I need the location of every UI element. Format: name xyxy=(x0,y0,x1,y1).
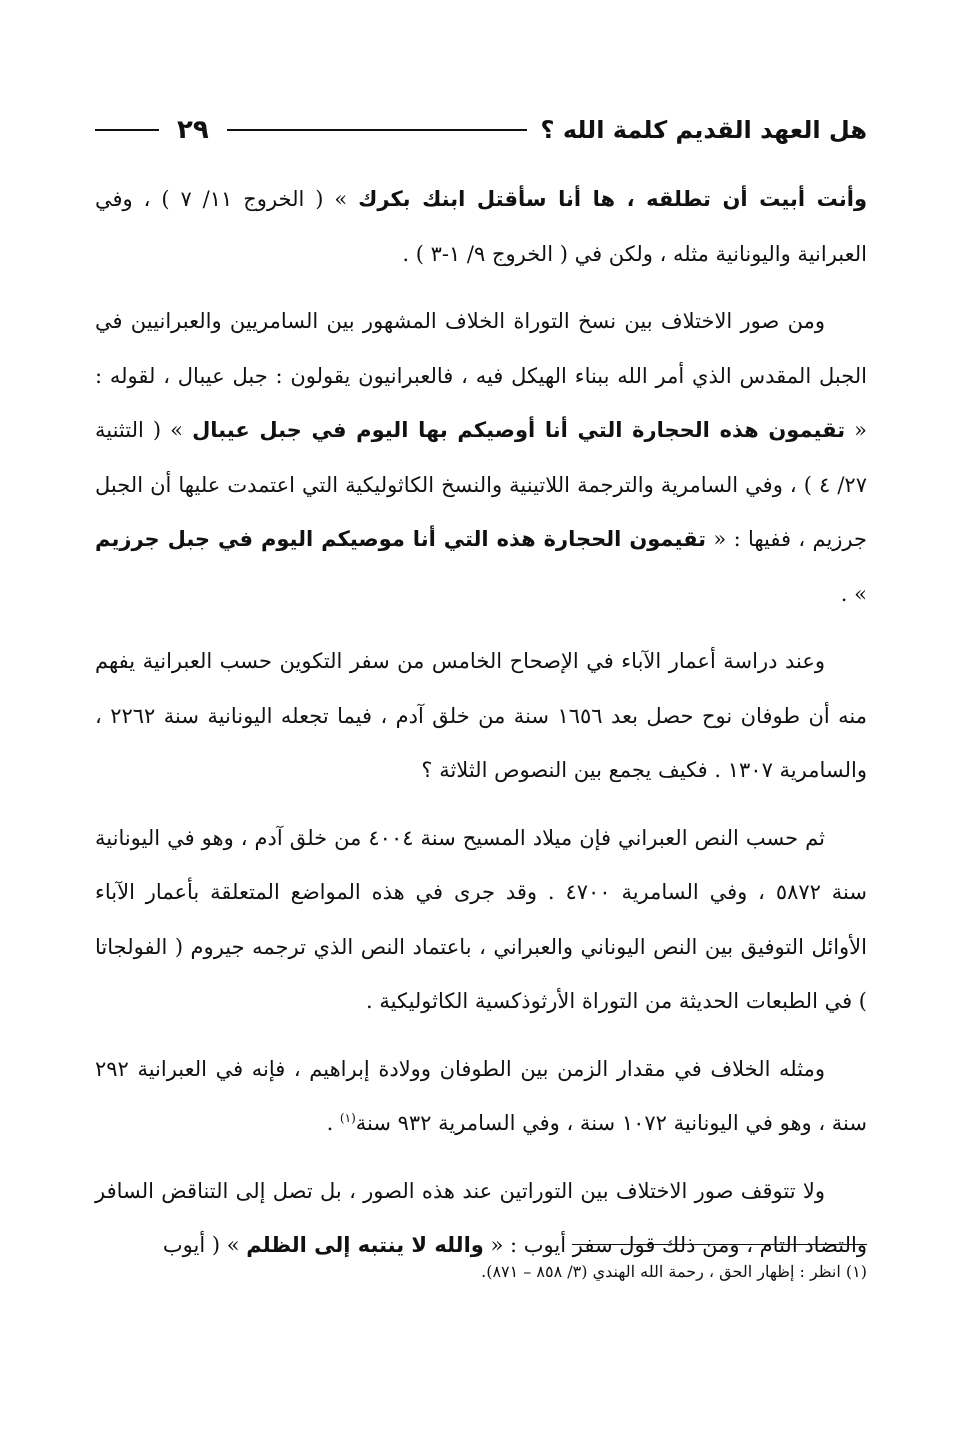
quoted-text: والله لا ينتبه إلى الظلم xyxy=(246,1233,484,1257)
paragraph xyxy=(95,1042,867,1151)
header-rule-middle xyxy=(227,129,527,131)
paragraph xyxy=(95,294,867,621)
running-title: هل العهد القديم كلمة الله ؟ xyxy=(540,116,867,144)
footnote-marker: (١) xyxy=(339,1111,356,1125)
footnote-rule xyxy=(572,1244,867,1245)
text-run: » ( التثنية ٢٧/ ٤ ) ، وفي السامرية والترجمة اللاتينية والنسخ الكاثوليكية التي اعتمدت عليها أن الجبل جرزيم ، ففيها : « xyxy=(95,418,867,551)
text-run: ومن صور الاختلاف بين نسخ التوراة الخلاف المشهور بين السامريين والعبرانيين في الجبل المقدس الذي أمر الله ببناء الهيكل فيه ، فالعبرانيون يقولون : جبل عيبال ، لقوله : « xyxy=(95,309,867,442)
paragraph xyxy=(95,1164,867,1273)
text-run: » . xyxy=(840,581,867,606)
text-run: ومثله الخلاف في مقدار الزمن بين الطوفان وولادة إبراهيم ، فإنه في العبرانية ٢٩٢ سنة ، وهو في اليونانية ١٠٧٢ سنة ، وفي السامرية ٩٣٢ سنة xyxy=(95,1056,867,1135)
text-run: » ( الخروج ١١/ ٧ ) ، وفي العبرانية واليونانية مثله ، ولكن في ( الخروج ٩/ ١-٣ ) . xyxy=(95,187,867,266)
paragraph xyxy=(95,811,867,1029)
text-run: ولا تتوقف صور الاختلاف بين التوراتين عند هذه الصور ، بل تصل إلى التناقض السافر والتضاد التام ، ومن ذلك قول سفر أيوب : « xyxy=(95,1178,867,1257)
footnote: (١) انظر : إظهار الحق ، رحمة الله الهندي (٣/ ٨٥٨ – ٨٧١). xyxy=(481,1262,867,1281)
text-run: . xyxy=(326,1111,340,1135)
quoted-text: تقيمون هذه الحجارة التي أنا أوصيكم بها اليوم في جبل عيبال xyxy=(192,418,846,442)
page-number: ٢٩ xyxy=(177,115,209,145)
text-run: ثم حسب النص العبراني فإن ميلاد المسيح سنة ٤٠٠٤ من خلق آدم ، وهو في اليونانية سنة ٥٨٧٢ ، وفي السامرية ٤٧٠٠ . وقد جرى في هذه المواضع المتعلقة بأعمار الآباء الأوائل التوفيق بين النص اليوناني والعبراني ، باعتماد النص الذي ترجمه جيروم ( الفولجاتا ) في الطبعات الحديثة من التوراة الأرثوذكسية الكاثوليكية . xyxy=(95,825,867,1013)
quoted-text: وأنت أبيت أن تطلقه ، ها أنا سأقتل ابنك بكرك xyxy=(358,187,867,211)
quoted-text: تقيمون الحجارة هذه التي أنا موصيكم اليوم في جبل جرزيم xyxy=(95,527,707,551)
text-run: وعند دراسة أعمار الآباء في الإصحاح الخامس من سفر التكوين حسب العبرانية يفهم منه أن طوفان نوح حصل بعد ١٦٥٦ سنة من خلق آدم ، فيما تجعله اليونانية سنة ٢٢٦٢ ، والسامرية ١٣٠٧ . فكيف يجمع بين النصوص الثلاثة ؟ xyxy=(95,649,868,782)
header-rule-left xyxy=(95,129,159,131)
text-run: » ( أيوب xyxy=(162,1233,247,1257)
page-header xyxy=(95,108,867,152)
body-text xyxy=(95,172,867,1286)
paragraph xyxy=(95,634,867,798)
paragraph xyxy=(95,172,867,281)
